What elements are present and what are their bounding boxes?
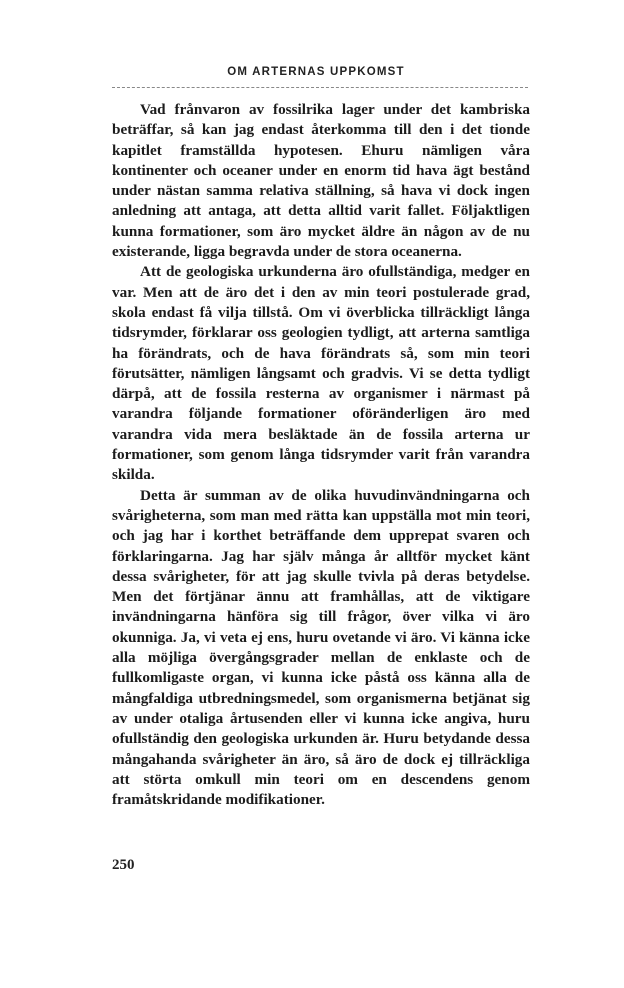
paragraph-3: Detta är summan av de olika huvudinvändningarna och svårigheterna, som man med rätta kan uppställa mot min teori, och jag har i korthet beträffande dem upprepat svaren och förklaringarna. Jag har själv många år alltför mycket känt dessa svårigheter, för att jag skulle tvivla på deras betydelse. Men det förtjänar ännu att framhållas, att de viktigare invändningarna hänföra sig till frågor, över vilka vi äro okunniga. Ja, vi veta ej ens, huru ovetande vi äro. Vi känna icke alla möjliga övergångsgrader mellan de enklaste och de fullkomligaste organ, vi kunna icke påstå oss känna alla de mångfaldiga utbredningsmedel, som organismerna betjänat sig av under otaliga årtusenden eller vi kunna icke angiva, huru ofullständig den geologiska urkunden är. Huru betydande dessa mångahanda svårigheter än äro, så äro de dock ej tillräckliga att störta omkull min teori om en descendens genom framåtskridande modifikationer. xyxy=(112,486,530,809)
running-head: OM ARTERNAS UPPKOMST xyxy=(227,66,405,78)
header-rule xyxy=(112,87,528,88)
paragraph-1: Vad frånvaron av fossilrika lager under det kambriska beträffar, så kan jag endast återkomma till den i det tionde kapitlet framställda hypotesen. Ehuru nämligen våra kontinenter och oceaner under en enorm tid hava ägt bestånd under nästan samma relativa ställning, så hava vi dock ingen anledning att antaga, att detta alltid varit fallet. Följaktligen kunna formationer, som äro mycket äldre än någon av de nu existerande, ligga begravda under de stora oceanerna. xyxy=(112,101,530,261)
page-number: 250 xyxy=(112,857,135,873)
body-text xyxy=(112,100,530,810)
paragraph-2: Att de geologiska urkunderna äro ofullständiga, medger en var. Men att de äro det i den av min teori postulerade grad, skola endast få vilja tillstå. Om vi överblicka tillräckligt långa tidsrymder, förklarar oss geologien tydligt, att arterna samtliga ha förändrats, och de hava förändrats så, som min teori förutsätter, nämligen långsamt och gradvis. Vi se detta tydligt därpå, att de fossila resterna av organismer i närmast på varandra följande formationer oföränderligen äro med varandra vida mera besläktade än de fossila arterna ur formationer, som genom långa tidsrymder varit från varandra skilda. xyxy=(112,263,530,484)
